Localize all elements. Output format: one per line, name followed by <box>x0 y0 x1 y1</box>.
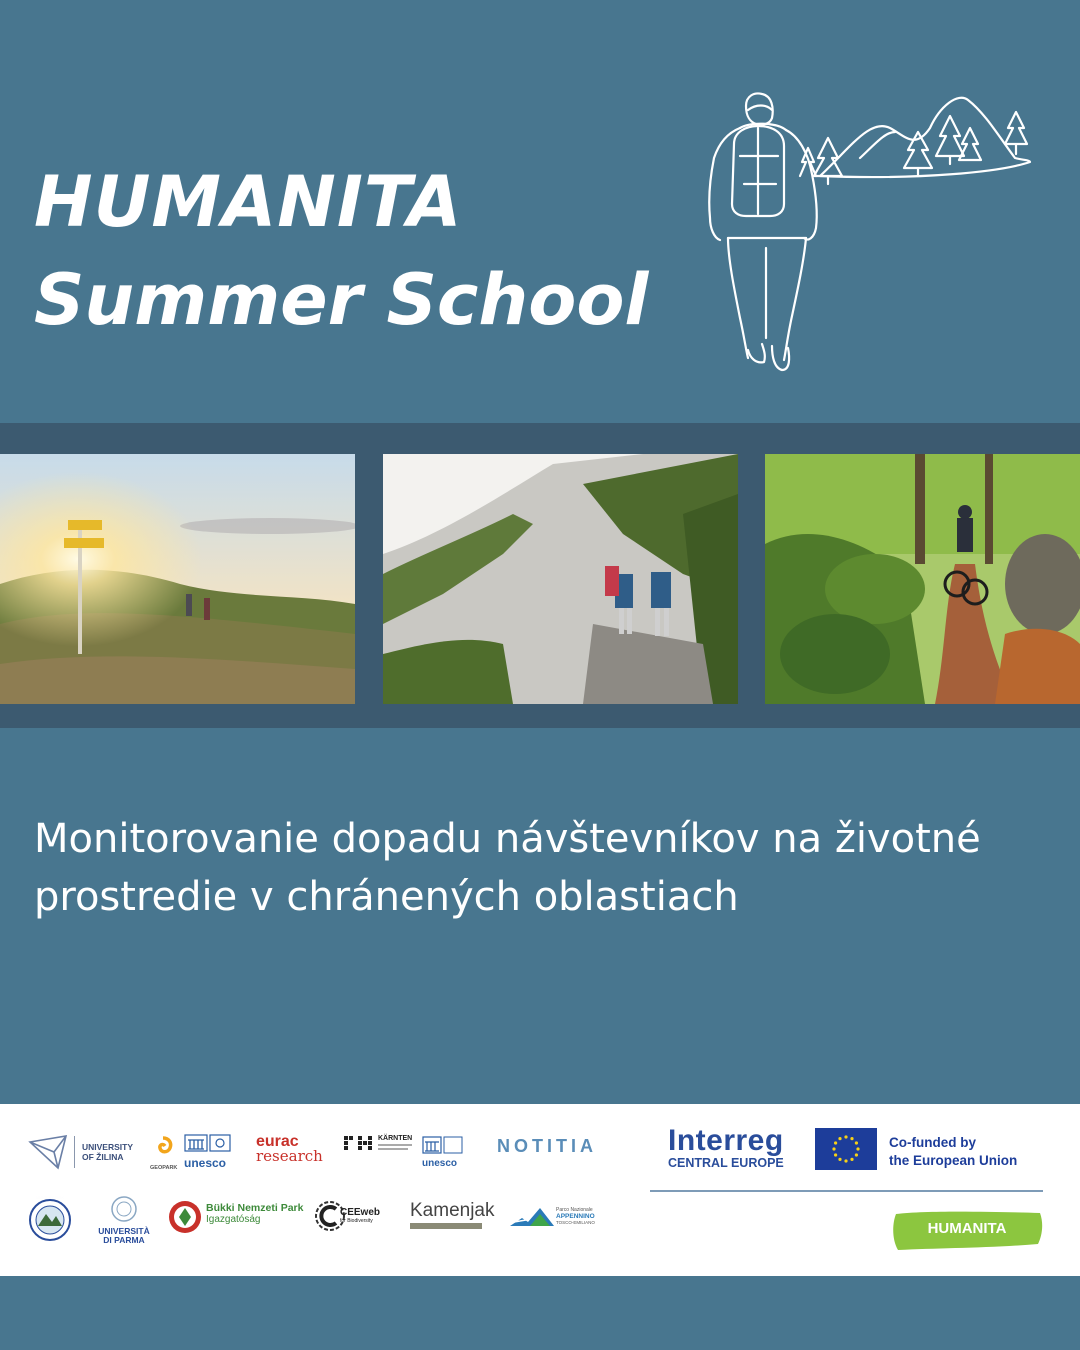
eu-flag-icon <box>815 1128 877 1170</box>
bukki-emblem-icon <box>168 1200 202 1234</box>
eurac-label: eurac <box>256 1133 299 1150</box>
parma-label-2: DI PARMA <box>103 1235 145 1245</box>
logo-interreg-central-europe <box>668 1126 784 1170</box>
fh-grid-icon <box>344 1136 374 1150</box>
appennino-label-2: APPENNINO <box>556 1212 595 1220</box>
photo-strip <box>0 423 1080 728</box>
bukki-label-1: Bükki Nemzeti Park <box>206 1202 304 1214</box>
unesco-label-2: unesco <box>422 1158 458 1169</box>
unesco-chair-icon <box>422 1136 464 1154</box>
geopark-label: GEOPARK <box>150 1165 178 1171</box>
partner-footer <box>0 1104 1080 1276</box>
karnten-label: KÄRNTEN <box>378 1135 413 1142</box>
narodny-park-emblem-icon <box>28 1198 72 1242</box>
humanita-badge-label: HUMANITA <box>927 1220 1007 1237</box>
logo-narodny-park <box>28 1198 72 1247</box>
zilina-label-2: OF ŽILINA <box>82 1152 124 1162</box>
kamenjak-label: Kamenjak <box>410 1200 495 1221</box>
page-title <box>34 158 648 354</box>
photo-cyclist-forest <box>765 454 1080 704</box>
logo-universita-di-parma <box>96 1196 152 1245</box>
unesco-label-1: unesco <box>184 1156 227 1170</box>
logo-eurac-research <box>256 1134 323 1164</box>
geopark-spiral-icon <box>152 1136 174 1160</box>
humanita-badge <box>890 1210 1044 1250</box>
zilina-label-1: UNIVERSITY <box>82 1142 134 1152</box>
appennino-label-3: TOSCO-EMILIANO <box>556 1220 595 1225</box>
logo-kamenjak <box>410 1200 495 1229</box>
research-label: research <box>256 1147 323 1165</box>
logo-unesco-chair <box>422 1136 464 1169</box>
subtitle-line-2: prostredie v chránených oblastiach <box>34 874 739 920</box>
zilina-icon <box>28 1134 70 1170</box>
unesco-temple-icon <box>184 1134 232 1152</box>
eu-stars-icon <box>815 1128 877 1170</box>
subtitle-line-1: Monitorovanie dopadu návštevníkov na životné <box>34 816 981 862</box>
eu-label-2: the European Union <box>889 1153 1018 1168</box>
logo-unesco-geopark <box>184 1134 232 1169</box>
photo-hikers-rocky-trail <box>383 454 738 704</box>
ceeweb-label-1: CEEweb <box>340 1207 381 1218</box>
title-line-1: HUMANITA <box>34 161 463 243</box>
parma-seal-icon <box>111 1196 137 1222</box>
logo-notitia <box>497 1136 597 1157</box>
photo-sunrise-meadow <box>0 454 355 704</box>
interreg-label: Interreg <box>668 1124 784 1157</box>
narodny-park-label <box>28 1196 72 1200</box>
eu-cofunded-text <box>889 1134 1017 1170</box>
ceeweb-label-2: for Biodiversity <box>340 1218 373 1224</box>
parma-label-1: UNIVERSITÀ <box>98 1226 150 1236</box>
subtitle <box>34 810 1034 926</box>
hiker-illustration-icon <box>700 88 1040 378</box>
appennino-mountain-icon <box>510 1204 558 1228</box>
eu-label-1: Co-funded by <box>889 1135 976 1150</box>
appennino-label-1: Parco Nazionale <box>556 1207 593 1213</box>
central-europe-label: CENTRAL EUROPE <box>668 1156 784 1170</box>
bukki-label-2: Igazgatóság <box>206 1214 261 1225</box>
notitia-label: NOTITIA <box>497 1136 597 1156</box>
footer-divider <box>650 1190 1043 1192</box>
logo-geopark <box>152 1136 176 1171</box>
title-line-2: Summer School <box>34 259 649 341</box>
